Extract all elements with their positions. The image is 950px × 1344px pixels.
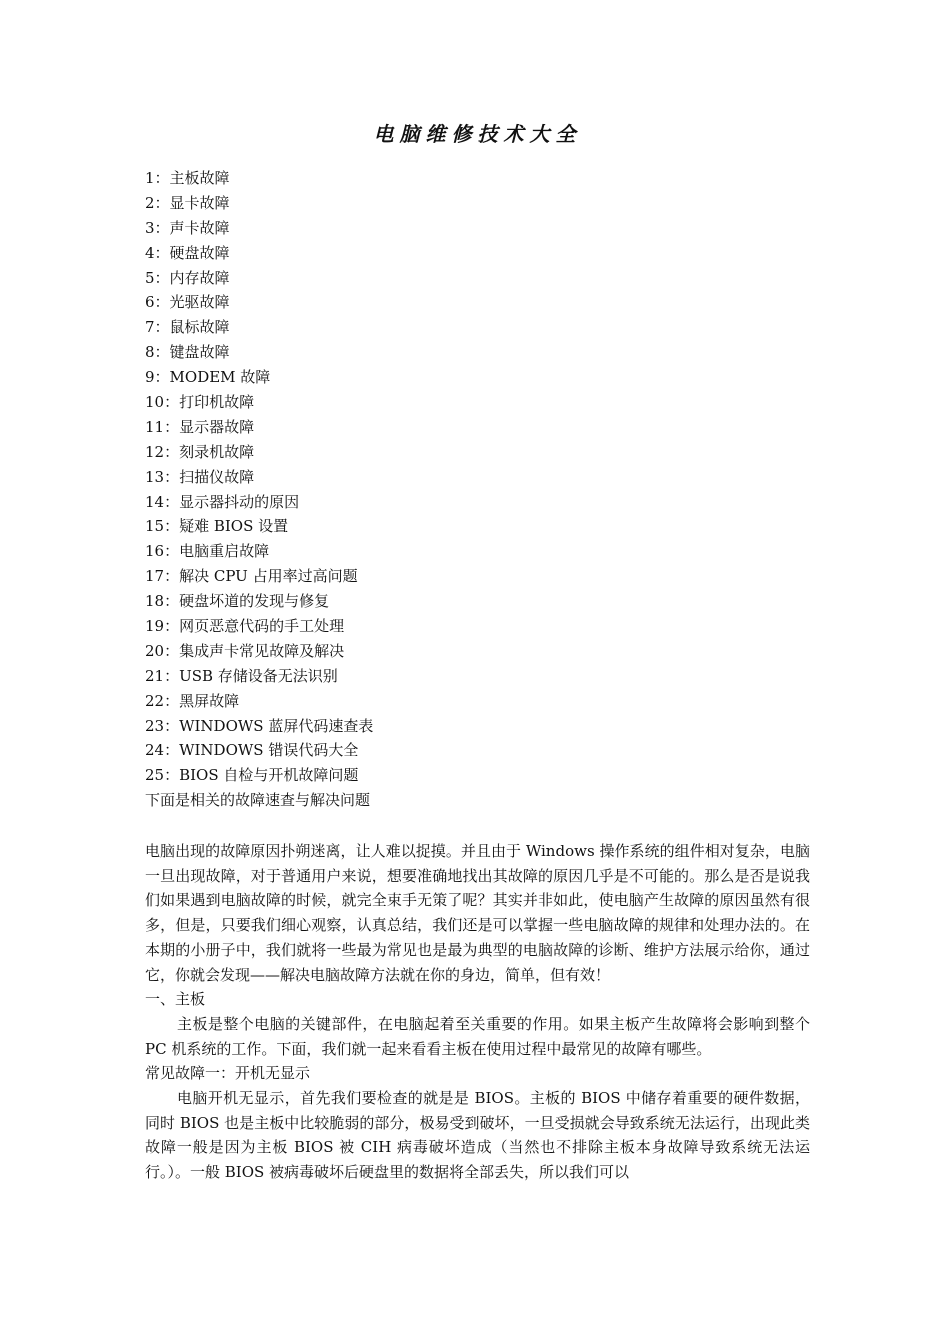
document-title: 电脑维修技术大全 [373, 122, 582, 146]
table-of-contents [145, 166, 810, 813]
toc-footer: 下面是相关的故障速查与解决问题 [145, 791, 371, 810]
section-paragraph: 主板是整个电脑的关键部件，在电脑起着至关重要的作用。如果主板产生故障将会影响到整个 PC 机系统的工作。下面，我们就一起来看看主板在使用过程中最常见的故障有哪些。 [145, 1014, 810, 1058]
toc-item: 18：硬盘坏道的发现与修复 [145, 592, 330, 611]
toc-item: 22：黑屏故障 [145, 691, 240, 710]
toc-item: 21：USB 存储设备无法识别 [145, 666, 338, 685]
toc-item: 19：网页恶意代码的手工处理 [145, 617, 345, 636]
toc-item: 17：解决 CPU 占用率过高问题 [145, 567, 358, 586]
toc-item: 25：BIOS 自检与开机故障问题 [145, 766, 359, 785]
toc-item: 24：WINDOWS 错误代码大全 [145, 741, 359, 760]
toc-item: 9：MODEM 故障 [145, 368, 271, 387]
fault-paragraph: 电脑开机无显示，首先我们要检查的就是是 BIOS。主板的 BIOS 中储存着重要的硬件数据，同时 BIOS 也是主板中比较脆弱的部分，极易受到破坏，一旦受损就会导致系统无法运行，出现此类故障一般是因为主板 BIOS 被 CIH 病毒破坏造成（当然也不排除主板本身故障导致系统无法运行。）。一般 BIOS 被病毒破坏后硬盘里的数据将全部丢失，所以我们可以 [145, 1089, 810, 1182]
toc-item: 23：WINDOWS 蓝屏代码速查表 [145, 716, 374, 735]
toc-item: 7：鼠标故障 [145, 318, 230, 337]
toc-item: 15：疑难 BIOS 设置 [145, 517, 289, 536]
toc-item: 11：显示器故障 [145, 417, 255, 436]
body-text [145, 839, 810, 1185]
toc-item: 14：显示器抖动的原因 [145, 492, 300, 511]
toc-item: 16：电脑重启故障 [145, 542, 270, 561]
toc-item: 3：声卡故障 [145, 218, 230, 237]
toc-item: 2：显卡故障 [145, 193, 230, 212]
toc-item: 8：键盘故障 [145, 343, 230, 362]
toc-item: 1：主板故障 [145, 169, 230, 187]
toc-item: 20：集成声卡常见故障及解决 [145, 641, 345, 660]
toc-item: 4：硬盘故障 [145, 243, 230, 262]
toc-item: 13：扫描仪故障 [145, 467, 255, 486]
toc-item: 5：内存故障 [145, 268, 230, 287]
toc-item: 6：光驱故障 [145, 293, 230, 312]
toc-item: 12：刻录机故障 [145, 442, 255, 461]
section-heading: 一、主板 [145, 990, 206, 1009]
fault-heading: 常见故障一：开机无显示 [145, 1064, 311, 1083]
intro-paragraph: 电脑出现的故障原因扑朔迷离，让人难以捉摸。并且由于 Windows 操作系统的组件相对复杂，电脑一旦出现故障，对于普通用户来说，想要准确地找出其故障的原因几乎是不可能的。那么是否是说我们如果遇到电脑故障的时候，就完全束手无策了呢？其实并非如此，使电脑产生故障的原因虽然有很多，但是，只要我们细心观察，认真总结，我们还是可以掌握一些电脑故障的规律和处理办法的。在本期的小册子中，我们就将一些最为常见也是最为典型的电脑故障的诊断、维护方法展示给你，通过它，你就会发现——解决电脑故障方法就在你的身边，简单，但有效！ [145, 842, 810, 984]
toc-item: 10：打印机故障 [145, 393, 255, 412]
